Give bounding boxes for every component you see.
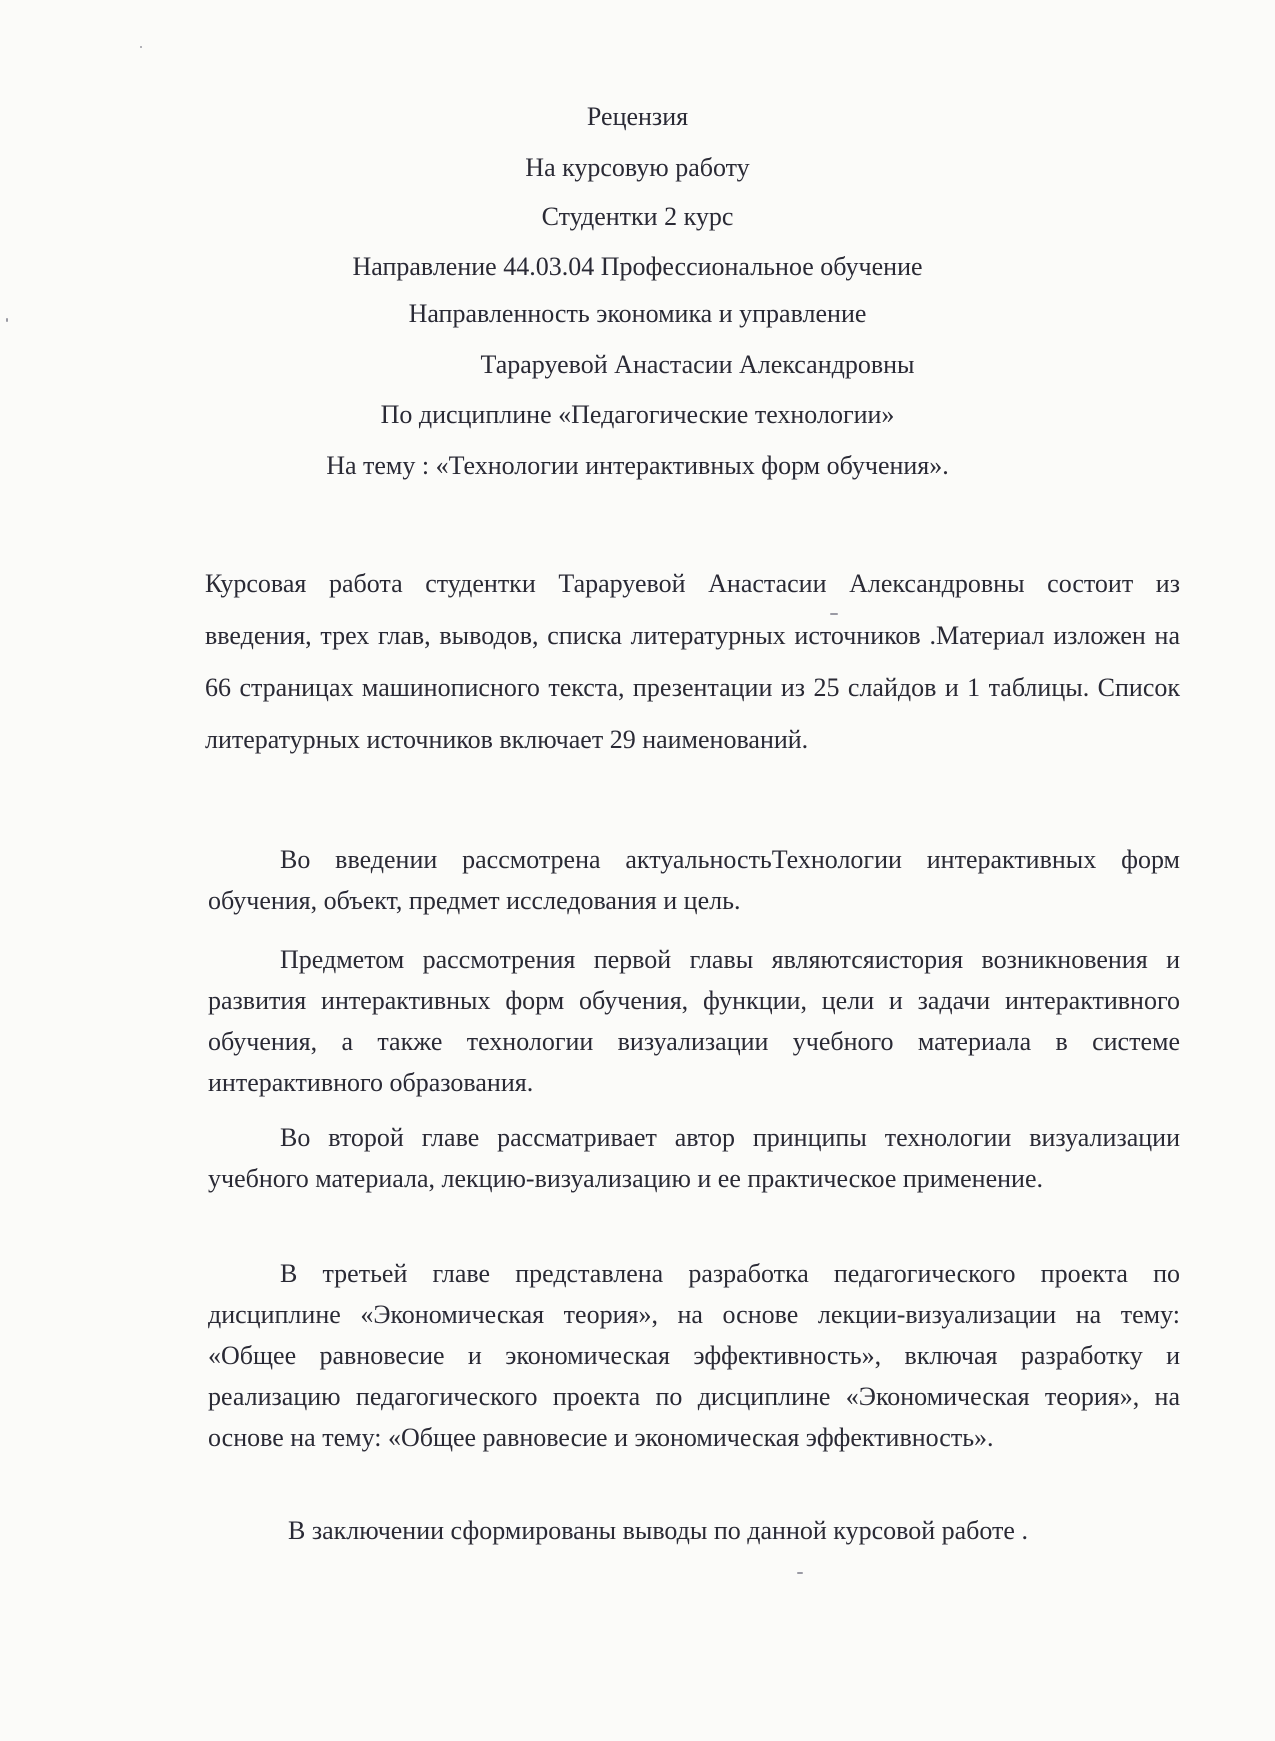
study-direction: Направление 44.03.04 Профессиональное обучение — [352, 252, 923, 281]
scan-speck — [6, 318, 8, 322]
topic: На тему : «Технологии интерактивных форм обучения». — [326, 451, 949, 480]
paragraph-introduction: Во введении рассмотрена актуальностьТехнологии интерактивных форм обучения, объект, предмет исследования и цель. — [208, 845, 1180, 915]
student-year: Студентки 2 курс — [541, 202, 734, 231]
study-focus: Направленность экономика и управление — [408, 299, 867, 328]
scan-speck — [830, 613, 838, 615]
paragraph-chapter-one: Предметом рассмотрения первой главы являютсяистория возникновения и развития интерактивных форм обучения, функции, цели и задачи интерактивного обучения, а также технологии визуализации учебного материала в системе интерактивного образования. — [208, 945, 1180, 1097]
subtitle-coursework: На курсовую работу — [525, 153, 750, 182]
paragraph-chapter-three: В третьей главе представлена разработка педагогического проекта по дисциплине «Экономическая теория», на основе лекции-визуализации на тему: «Общее равновесие и экономическая эффективность», включая разработку и реализацию педагогического проекта по дисциплине «Экономическая теория», на основе на тему: «Общее равновесие и экономическая эффективность». — [208, 1259, 1180, 1452]
scan-speck — [140, 46, 142, 48]
paragraph-conclusion: В заключении сформированы выводы по данной курсовой работе . — [288, 1516, 1028, 1545]
student-name: Тараруевой Анастасии Александровны — [480, 350, 915, 379]
paragraph-summary: Курсовая работа студентки Тараруевой Анастасии Александровны состоит из введения, трех глав, выводов, списка литературных источников .Материал изложен на 66 страницах машинописного текста, презентации из 25 слайдов и 1 таблицы. Список литературных источников включает 29 наименований. — [205, 569, 1180, 754]
scan-speck — [797, 1572, 803, 1574]
discipline: По дисциплине «Педагогические технологии» — [380, 400, 895, 429]
paragraph-chapter-two: Во второй главе рассматривает автор принципы технологии визуализации учебного материала, лекцию-визуализацию и ее практическое применение. — [208, 1123, 1180, 1193]
document-title: Рецензия — [586, 102, 689, 131]
